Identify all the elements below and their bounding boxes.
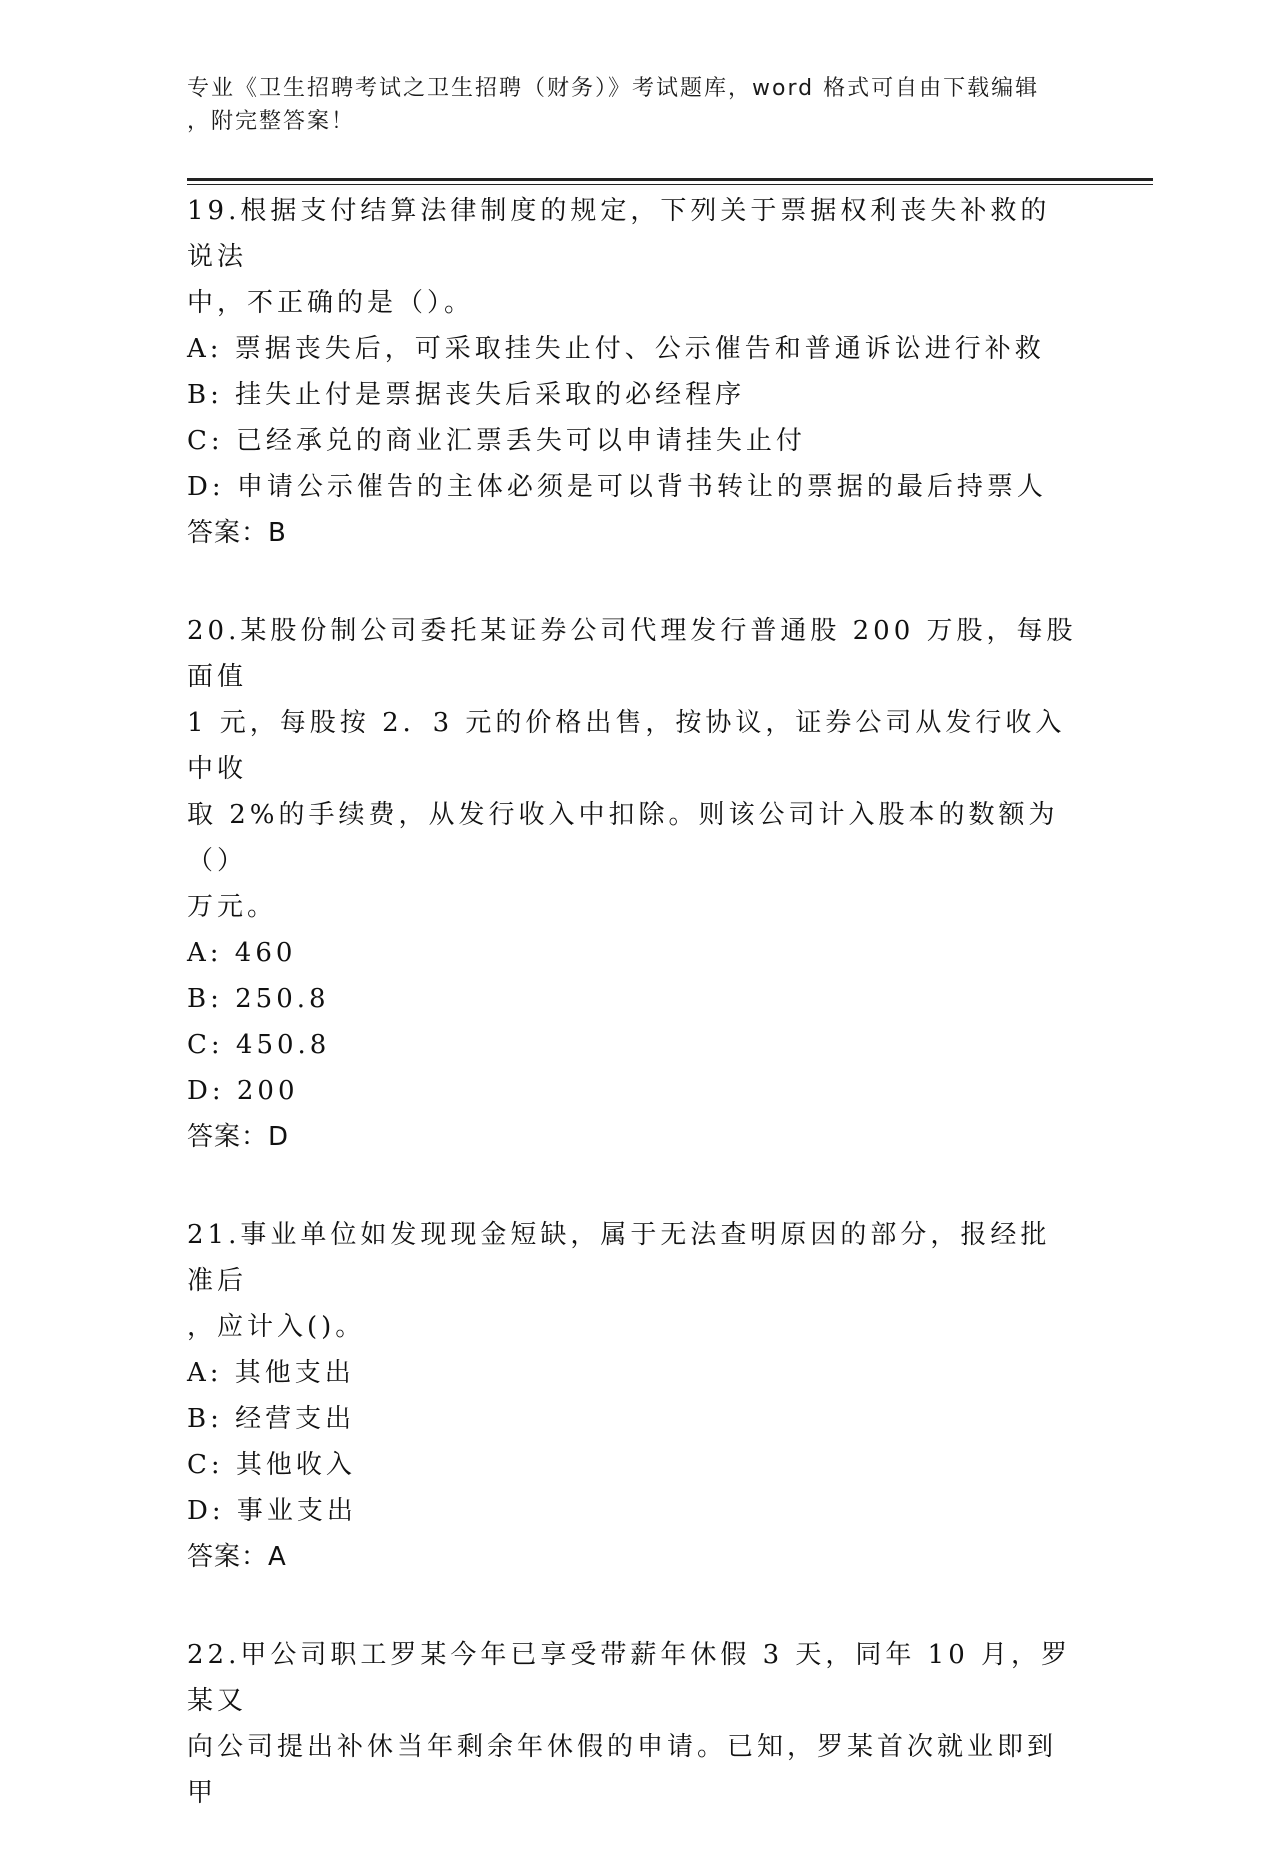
header-line-2: ，附完整答案！ xyxy=(187,109,356,134)
option-b: B: 经营支出 xyxy=(187,1404,356,1434)
option-d: D: 申请公示催告的主体必须是可以背书转让的票据的最后持票人 xyxy=(187,472,1047,502)
question-text-line: 1 元，每股按 2．3 元的价格出售，按协议，证券公司从发行收入中收 xyxy=(187,708,1066,784)
question-text-line: 21.事业单位如发现现金短缺，属于无法查明原因的部分，报经批准后 xyxy=(187,1220,1051,1296)
question-text-line: 中，不正确的是（）。 xyxy=(187,288,475,318)
answer: 答案：D xyxy=(187,1122,290,1152)
question-text-line: 19.根据支付结算法律制度的规定，下列关于票据权利丧失补救的说法 xyxy=(187,196,1051,272)
option-d: D: 事业支出 xyxy=(187,1496,357,1526)
option-a: A: 其他支出 xyxy=(187,1358,355,1388)
document-header xyxy=(187,72,1077,138)
answer: 答案：A xyxy=(187,1542,287,1572)
question-text-line: ，应计入()。 xyxy=(187,1312,366,1342)
option-c: C: 已经承兑的商业汇票丢失可以申请挂失止付 xyxy=(187,426,806,456)
header-rule-thin xyxy=(187,184,1153,185)
option-d: D: 200 xyxy=(187,1076,299,1106)
option-a: A: 票据丧失后，可采取挂失止付、公示催告和普通诉讼进行补救 xyxy=(187,334,1045,364)
question-22 xyxy=(187,1632,1077,1816)
option-b: B: 挂失止付是票据丧失后采取的必经程序 xyxy=(187,380,746,410)
question-text-line: 取 2%的手续费，从发行收入中扣除。则该公司计入股本的数额为（） xyxy=(187,800,1059,876)
question-text-line: 万元。 xyxy=(187,892,278,922)
header-rule-thick xyxy=(187,178,1153,181)
question-text-line: 向公司提出补休当年剩余年休假的申请。已知，罗某首次就业即到甲 xyxy=(187,1732,1058,1808)
question-text-line: 22.甲公司职工罗某今年已享受带薪年休假 3 天，同年 10 月，罗某又 xyxy=(187,1640,1072,1716)
question-20 xyxy=(187,608,1077,1160)
option-c: C: 其他收入 xyxy=(187,1450,356,1480)
option-c: C: 450.8 xyxy=(187,1030,331,1060)
question-list xyxy=(187,188,1077,1868)
question-19 xyxy=(187,188,1077,556)
header-line-1: 专业《卫生招聘考试之卫生招聘（财务）》考试题库，word 格式可自由下载编辑 xyxy=(187,76,1040,101)
question-21 xyxy=(187,1212,1077,1580)
question-text-line: 20.某股份制公司委托某证券公司代理发行普通股 200 万股，每股面值 xyxy=(187,616,1077,692)
answer: 答案：B xyxy=(187,518,287,548)
option-a: A: 460 xyxy=(187,938,297,968)
option-b: B: 250.8 xyxy=(187,984,330,1014)
